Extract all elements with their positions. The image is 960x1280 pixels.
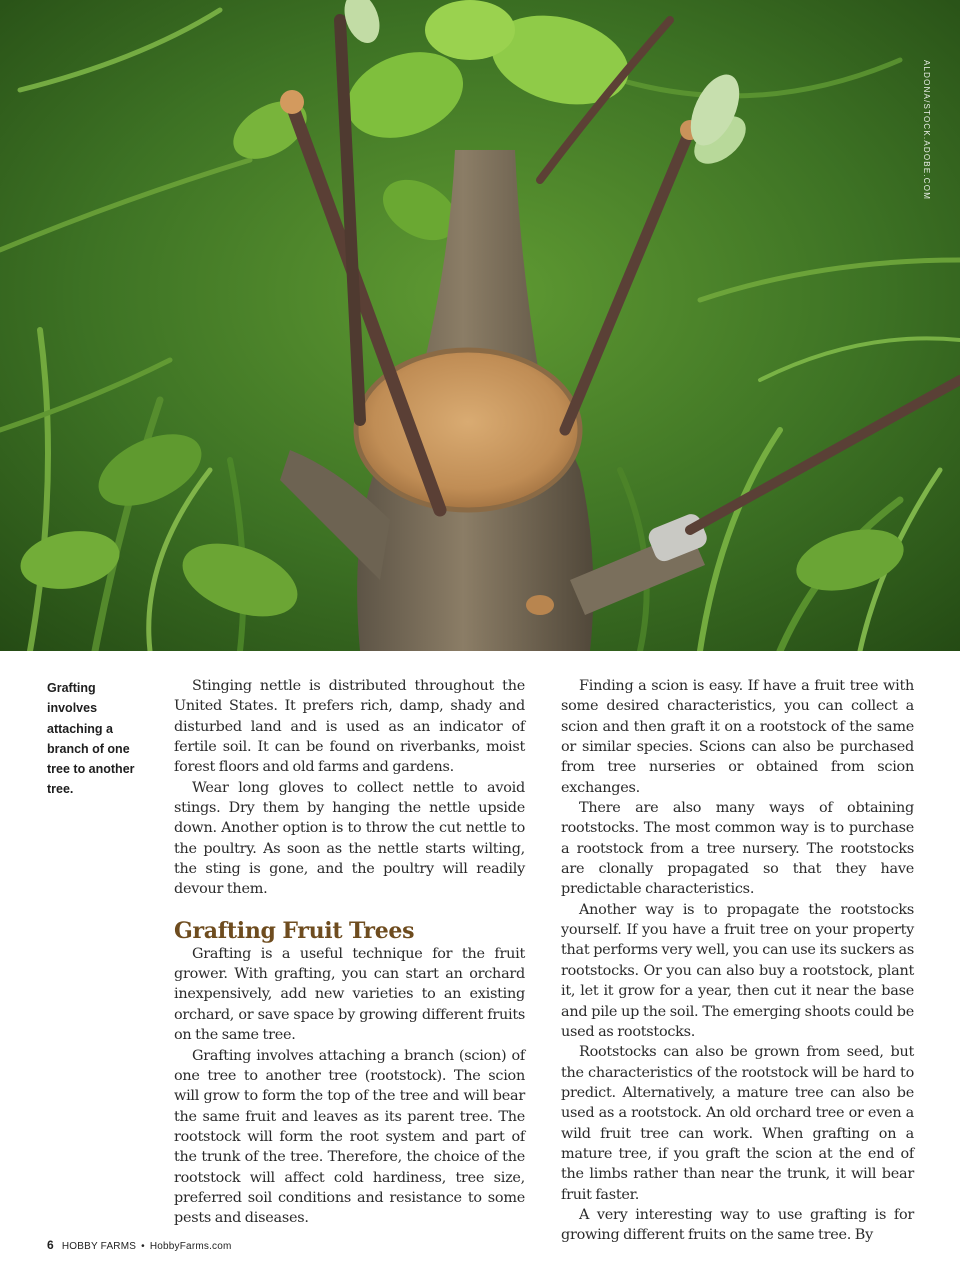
article-column-1 [174, 676, 525, 1229]
footer-separator: • [141, 1241, 145, 1252]
section-heading: Grafting Fruit Trees [174, 917, 415, 944]
paragraph: Grafting is a useful technique for the fruit grower. With grafting, you can start an orchard inexpensively, add new varieties to an existing orchard, or save space by growing different fruits on the same tree. [174, 945, 525, 1044]
paragraph: Finding a scion is easy. If have a fruit tree with some desired characteristics, you can collect a scion and then graft it on a rootstock of the same or similar species. Scions can also be purchased from tree nurseries or obtained from scion exchanges. [561, 678, 914, 796]
paragraph: There are also many ways of obtaining rootstocks. The most common way is to purchase a rootstock from a tree nursery. The rootstocks are clonally propagated so that they have predictable characteristics. [561, 800, 914, 898]
website-link[interactable]: HobbyFarms.com [149, 1241, 232, 1252]
paragraph: A very interesting way to use grafting is for growing different fruits on the same tree. By [561, 1206, 914, 1244]
article-column-2 [561, 676, 914, 1246]
photo-credit: ALDONA/STOCK.ADOBE.COM [922, 60, 931, 201]
paragraph: Stinging nettle is distributed throughout the United States. It prefers rich, damp, shady and disturbed land and is used as an indicator of fertile soil. It can be found on riverbanks, moist forest floors and old farms and gardens. [174, 678, 525, 776]
page-footer [47, 1238, 232, 1252]
paragraph: Wear long gloves to collect nettle to avoid stings. Dry them by hanging the nettle upside down. Another option is to throw the cut nettle to the poultry. As soon as the nettle starts wilting, the sting is gone, and the poultry will readily devour them. [174, 779, 525, 898]
magazine-name: HOBBY FARMS [61, 1241, 137, 1252]
photo-caption: Grafting involves attaching a branch of one tree to another tree. [47, 681, 135, 797]
page-number: 6 [47, 1238, 54, 1252]
paragraph: Rootstocks can also be grown from seed, but the characteristics of the rootstock will be hard to predict. Alternatively, a mature tree can also be used as a rootstock. An old orchard tree or even a wild fruit tree can work. When grafting on a mature tree, if you graft the scion at the end of the limbs rather than near the trunk, it will bear fruit faster. [561, 1044, 914, 1203]
paragraph: Another way is to propagate the rootstocks yourself. If you have a fruit tree on your property that performs very well, you can use its suckers as rootstocks. Or you can also buy a rootstock, plant it, let it grow for a year, then cut it near the base and pile up the soil. The emerging shoots could be used as rootstocks. [561, 901, 914, 1040]
paragraph: Grafting involves attaching a branch (scion) of one tree to another tree (rootstock). The scion will grow to form the top of the tree and will bear the same fruit and leaves as its parent tree. The rootstock will form the root system and part of the trunk of the tree. Therefore, the choice of the rootstock will affect cold hardiness, tree size, preferred soil conditions and resistance to some pests and diseases. [174, 1047, 525, 1227]
